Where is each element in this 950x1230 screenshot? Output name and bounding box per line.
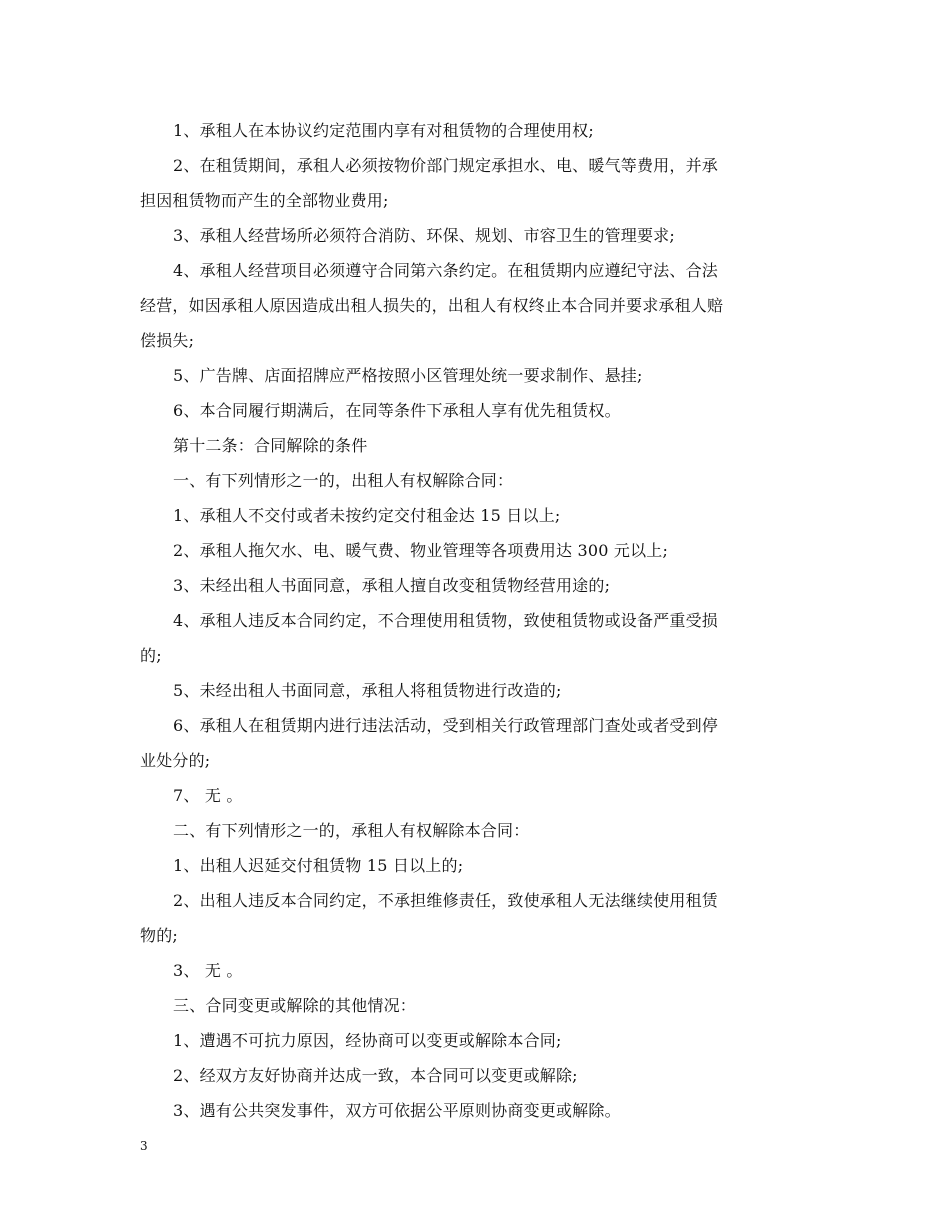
text-line: 6、承租人在租赁期内进行违法活动，受到相关行政管理部门查处或者受到停 (173, 716, 718, 735)
text-line: 三、合同变更或解除的其他情况： (173, 996, 417, 1015)
text-line: 4、承租人违反本合同约定，不合理使用租赁物，致使租赁物或设备严重受损 (173, 611, 718, 630)
document-body (140, 113, 812, 1128)
text-line: 物的; (140, 926, 178, 945)
text-line: 第十二条：合同解除的条件 (173, 436, 368, 455)
text-line: 3、遇有公共突发事件，双方可依据公平原则协商变更或解除。 (173, 1101, 621, 1120)
text-line: 经营，如因承租人原因造成出租人损失的，出租人有权终止本合同并要求承租人赔 (140, 296, 724, 315)
text-line: 6、本合同履行期满后，在同等条件下承租人享有优先租赁权。 (173, 401, 621, 420)
text-line: 的; (140, 646, 162, 665)
text-line: 3、 无 。 (173, 961, 243, 980)
text-line: 业处分的; (140, 751, 211, 770)
text-line: 1、出租人迟延交付租赁物 15 日以上的; (173, 856, 464, 875)
text-line: 3、未经出租人书面同意，承租人擅自改变租赁物经营用途的; (173, 576, 611, 595)
text-line: 5、广告牌、店面招牌应严格按照小区管理处统一要求制作、悬挂; (173, 366, 643, 385)
text-line: 担因租赁物而产生的全部物业费用; (140, 191, 389, 210)
text-line: 2、经双方友好协商并达成一致，本合同可以变更或解除; (173, 1066, 578, 1085)
text-line: 2、承租人拖欠水、电、暖气费、物业管理等各项费用达 300 元以上; (173, 541, 669, 560)
text-line: 1、承租人在本协议约定范围内享有对租赁物的合理使用权; (173, 121, 594, 140)
text-line: 2、在租赁期间，承租人必须按物价部门规定承担水、电、暖气等费用，并承 (173, 156, 718, 175)
text-line: 3、承租人经营场所必须符合消防、环保、规划、市容卫生的管理要求; (173, 226, 675, 245)
text-line: 2、出租人违反本合同约定，不承担维修责任，致使承租人无法继续使用租赁 (173, 891, 718, 910)
text-line: 4、承租人经营项目必须遵守合同第六条约定。在租赁期内应遵纪守法、合法 (173, 261, 718, 280)
text-line: 一、有下列情形之一的，出租人有权解除合同： (173, 471, 514, 490)
text-line: 5、未经出租人书面同意，承租人将租赁物进行改造的; (173, 681, 562, 700)
text-line: 7、 无 。 (173, 786, 243, 805)
text-line: 偿损失; (140, 331, 195, 350)
text-line: 1、承租人不交付或者未按约定交付租金达 15 日以上; (173, 506, 561, 525)
page-number: 3 (140, 1139, 148, 1153)
text-line: 二、有下列情形之一的，承租人有权解除本合同： (173, 821, 530, 840)
text-line: 1、遭遇不可抗力原因，经协商可以变更或解除本合同; (173, 1031, 562, 1050)
